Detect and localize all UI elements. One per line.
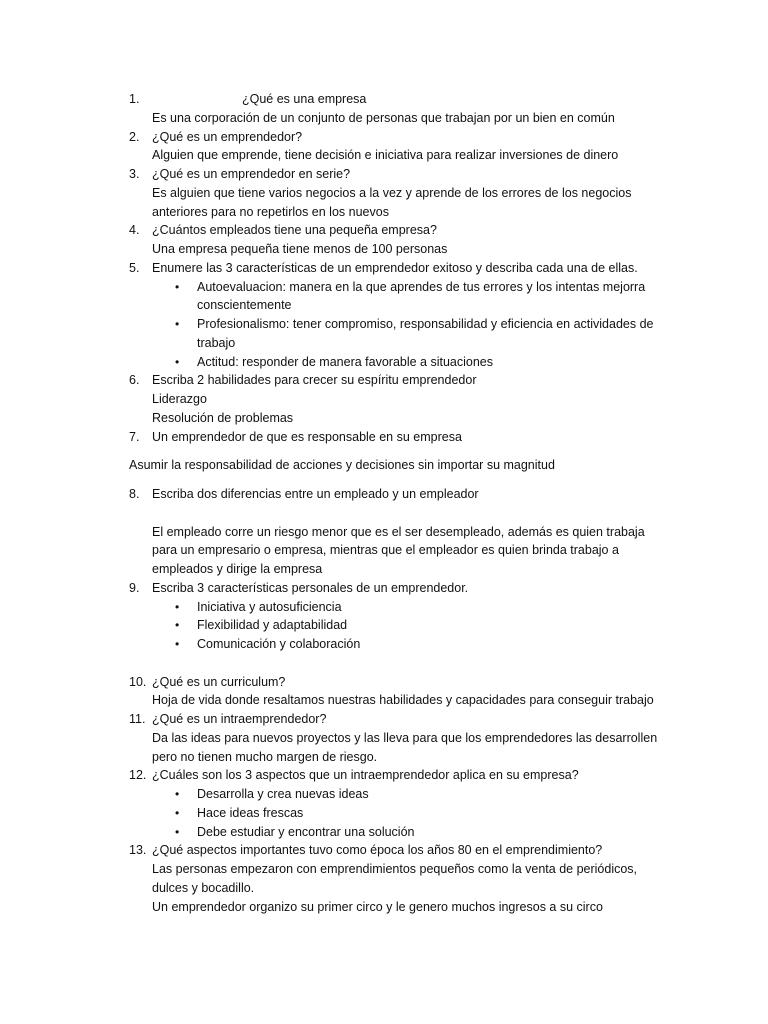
- document-page: [0, 90, 768, 916]
- answer-text: Asumir la responsabilidad de acciones y decisiones sin importar su magnitud: [129, 458, 555, 473]
- question-text: ¿Qué aspectos importantes tuvo como época los años 80 en el emprendimiento?: [152, 843, 603, 858]
- question-text: ¿Cuántos empleados tiene una pequeña empresa?: [152, 223, 437, 238]
- bullet-item: [0, 804, 768, 823]
- answer-text: Un emprendedor organizo su primer circo y le genero muchos ingresos a su circo: [152, 899, 603, 914]
- question-number: 9.: [129, 580, 140, 595]
- question-13: [0, 841, 768, 860]
- question-number: 10.: [129, 674, 147, 689]
- bullet-item: [0, 635, 768, 654]
- bullet-text: Flexibilidad y adaptabilidad: [197, 618, 348, 633]
- question-text: ¿Qué es una empresa: [242, 92, 367, 106]
- question-number: 6.: [129, 373, 140, 388]
- answer-13-line-2: [0, 879, 768, 898]
- question-text: ¿Qué es un intraemprendedor?: [152, 712, 327, 726]
- bullet-icon: •: [175, 279, 180, 294]
- answer-8-line-1: [0, 523, 768, 542]
- answer-text: Las personas empezaron con emprendimientos pequeños como la venta de periódicos,: [152, 862, 638, 876]
- answer-text: Resolución de problemas: [152, 410, 294, 425]
- answer-text: dulces y bocadillo.: [152, 880, 255, 895]
- answer-13-line-3: [0, 898, 768, 917]
- bullet-text: Iniciativa y autosuficiencia: [197, 599, 342, 614]
- question-11: [0, 710, 768, 729]
- question-5: [0, 259, 768, 278]
- question-text: Escriba 2 habilidades para crecer su espíritu emprendedor: [152, 373, 477, 388]
- bullet-icon: •: [175, 637, 180, 651]
- bullet-text: Desarrolla y crea nuevas ideas: [197, 787, 369, 801]
- bullet-text: Hace ideas frescas: [197, 805, 304, 820]
- question-text: ¿Qué es un emprendedor?: [152, 129, 303, 144]
- bullet-item: [0, 353, 768, 372]
- bullet-item: [0, 598, 768, 617]
- question-1: [0, 90, 768, 109]
- answer-1: [0, 109, 768, 128]
- bullet-text: Autoevaluacion: manera en la que aprendes de tus errores y los intentas mejorra: [197, 279, 646, 294]
- answer-text: Una empresa pequeña tiene menos de 100 personas: [152, 242, 448, 256]
- bullet-text: Actitud: responder de manera favorable a situaciones: [197, 354, 494, 369]
- answer-text: anteriores para no repetirlos en los nuevos: [152, 204, 389, 219]
- answer-8-line-3: [0, 560, 768, 579]
- answer-11-line-1: [0, 729, 768, 748]
- answer-6-line-1: [0, 390, 768, 409]
- answer-4: [0, 240, 768, 259]
- question-number: 8.: [129, 487, 140, 501]
- question-4: [0, 221, 768, 240]
- bullet-item-continuation: [0, 296, 768, 315]
- answer-text: Hoja de vida donde resaltamos nuestras habilidades y capacidades para conseguir trabajo: [152, 693, 654, 708]
- answer-text: El empleado corre un riesgo menor que es el ser desempleado, además es quien trabaja: [152, 524, 645, 539]
- answer-text: empleados y dirige la empresa: [152, 562, 323, 576]
- bullet-item: [0, 278, 768, 297]
- question-text: ¿Cuáles son los 3 aspectos que un intraemprendedor aplica en su empresa?: [152, 768, 579, 783]
- bullet-text: trabajo: [197, 335, 236, 350]
- answer-3-line-2: [0, 203, 768, 222]
- question-text: ¿Qué es un emprendedor en serie?: [152, 167, 351, 181]
- bullet-icon: •: [175, 824, 180, 839]
- question-10: [0, 673, 768, 692]
- bullet-text: Profesionalismo: tener compromiso, responsabilidad y eficiencia en actividades de: [197, 317, 654, 331]
- answer-8-line-2: [0, 541, 768, 560]
- answer-3-line-1: [0, 184, 768, 203]
- question-3: [0, 165, 768, 184]
- bullet-icon: •: [175, 317, 180, 331]
- question-8: [0, 485, 768, 504]
- question-7: [0, 428, 768, 447]
- question-text: Escriba 3 características personales de un emprendedor.: [152, 580, 469, 595]
- question-text: Escriba dos diferencias entre un empleado y un empleador: [152, 487, 479, 501]
- question-12: [0, 766, 768, 785]
- answer-11-line-2: [0, 748, 768, 767]
- question-number: 13.: [129, 843, 147, 858]
- bullet-text: Debe estudiar y encontrar una solución: [197, 824, 415, 839]
- answer-10: [0, 691, 768, 710]
- bullet-icon: •: [175, 787, 180, 801]
- question-text: Un emprendedor de que es responsable en su empresa: [152, 429, 462, 444]
- question-number: 2.: [129, 129, 140, 144]
- question-number: 5.: [129, 260, 140, 275]
- question-text: Enumere las 3 características de un emprendedor exitoso y describa cada una de ellas.: [152, 260, 638, 275]
- question-9: [0, 579, 768, 598]
- question-text: ¿Qué es un curriculum?: [152, 674, 286, 689]
- question-6: [0, 371, 768, 390]
- bullet-text: Comunicación y colaboración: [197, 637, 361, 651]
- bullet-item: [0, 616, 768, 635]
- bullet-item-continuation: [0, 334, 768, 353]
- answer-text: Alguien que emprende, tiene decisión e iniciativa para realizar inversiones de dinero: [152, 148, 619, 163]
- question-number: 3.: [129, 167, 140, 181]
- answer-7: [0, 456, 768, 475]
- question-number: 1.: [129, 92, 140, 106]
- answer-text: pero no tienen mucho margen de riesgo.: [152, 749, 378, 764]
- bullet-icon: •: [175, 618, 180, 633]
- answer-6-line-2: [0, 409, 768, 428]
- bullet-item: [0, 315, 768, 334]
- question-number: 7.: [129, 429, 140, 444]
- bullet-icon: •: [175, 805, 180, 820]
- bullet-item: [0, 785, 768, 804]
- answer-text: Liderazgo: [152, 392, 207, 406]
- answer-text: Da las ideas para nuevos proyectos y las lleva para que los emprendedores las desarrollen: [152, 730, 658, 745]
- bullet-text: conscientemente: [197, 298, 292, 313]
- answer-text: para un empresario o empresa, mientras que el empleador es quien brinda trabajo a: [152, 543, 619, 558]
- answer-13-line-1: [0, 860, 768, 879]
- bullet-item: [0, 823, 768, 842]
- answer-text: Es alguien que tiene varios negocios a la vez y aprende de los errores de los negocios: [152, 185, 632, 200]
- answer-text: Es una corporación de un conjunto de personas que trabajan por un bien en común: [152, 110, 615, 125]
- question-2: [0, 128, 768, 147]
- bullet-icon: •: [175, 599, 180, 614]
- question-number: 11.: [129, 712, 146, 726]
- answer-2: [0, 146, 768, 165]
- bullet-icon: •: [175, 354, 180, 369]
- question-number: 12.: [129, 768, 147, 783]
- question-number: 4.: [129, 223, 140, 238]
